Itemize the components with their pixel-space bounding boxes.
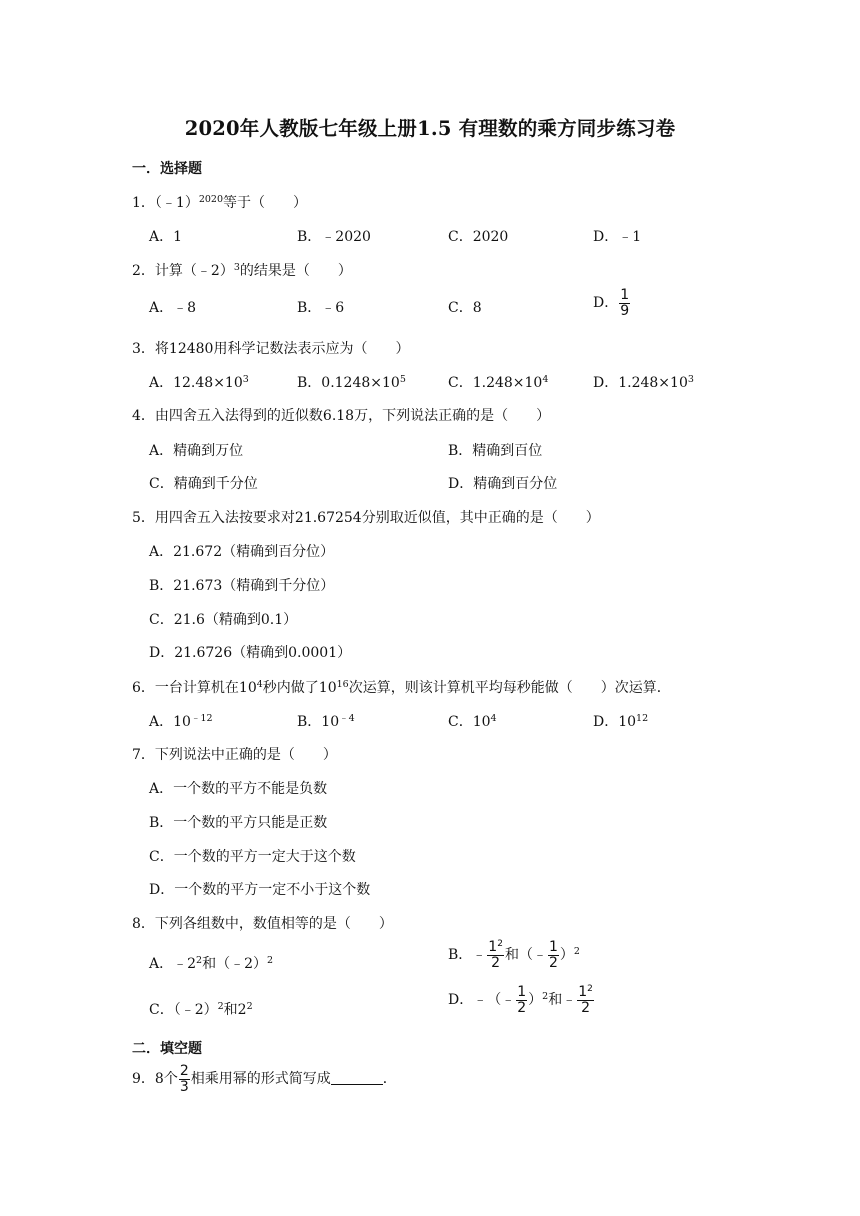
q5-option-c: C．21.6（精确到0.1）	[149, 612, 298, 628]
q2-option-b: B．﹣6	[297, 300, 345, 316]
q7-option-c: C．一个数的平方一定大于这个数	[149, 849, 356, 865]
q4-option-b: B．精确到百位	[448, 443, 543, 459]
q5-option-a: A．21.672（精确到百分位）	[149, 544, 335, 560]
q1-option-d: D．﹣1	[593, 229, 642, 245]
q2-option-c: C．8	[448, 300, 482, 316]
fraction: $\frac{1^2}{2}$	[488, 939, 503, 971]
q2-option-d: D． $\frac{1}{9}$	[593, 287, 630, 319]
fraction: $\frac{1}{9}$	[620, 287, 630, 319]
q3-option-c: C．$1.248\times 10^4$	[448, 374, 549, 391]
q6-option-d: D．$10^{12}$	[593, 713, 649, 730]
q3-option-d: D．$1.248\times 10^3$	[593, 374, 694, 391]
question-6: 6．一台计算机在$10^4$秒内做了$10^{16}$次运算，则该计算机平均每秒能做（ ）次运算．	[132, 679, 671, 696]
question-8: 8．下列各组数中，数值相等的是（ ）	[132, 916, 393, 932]
section-heading-fill: 二．填空题	[132, 1041, 202, 1057]
q8-option-b: B．﹣ $\frac{1^2}{2}$ 和（﹣ $\frac{1}{2}$ ）$^2$	[448, 939, 580, 971]
fraction: $\frac{1^2}{2}$	[578, 984, 593, 1016]
q1-option-b: B．﹣2020	[297, 229, 371, 245]
fraction: $\frac{1}{2}$	[548, 939, 558, 971]
q2-option-a: A．﹣8	[149, 300, 197, 316]
q4-option-d: D．精确到百分位	[448, 476, 558, 492]
q8-option-d: D．﹣（﹣ $\frac{1}{2}$ ）$^2$和﹣ $\frac{1^2}{2}$	[448, 984, 593, 1016]
q6-option-c: C．$10^4$	[448, 713, 497, 730]
question-5: 5．用四舍五入法按要求对21.67254分别取近似值，其中正确的是（ ）	[132, 510, 600, 526]
q5-option-d: D．21.6726（精确到0.0001）	[149, 645, 352, 661]
q1-option-a: A．1	[149, 229, 183, 245]
page-title: 2020年人教版七年级上册1.5 有理数的乘方同步练习卷	[184, 117, 676, 140]
question-7: 7．下列说法中正确的是（ ）	[132, 747, 337, 763]
question-9: 9．8个 $\frac{2}{3}$ 相乘用幂的形式简写成 ．	[132, 1063, 397, 1095]
section-heading-choice: 一．选择题	[132, 161, 202, 177]
q6-option-a: A．$10^{﹣12}$	[149, 713, 213, 730]
answer-blank[interactable]	[331, 1072, 383, 1085]
question-1: 1．（﹣1）$^{2020}$等于（ ）	[132, 194, 308, 211]
question-4: 4．由四舍五入法得到的近似数6.18万，下列说法正确的是（ ）	[132, 408, 551, 424]
q4-option-a: A．精确到万位	[149, 443, 244, 459]
q3-option-b: B．$0.1248\times 10^5$	[297, 374, 406, 391]
q1-option-c: C．2020	[448, 229, 509, 245]
q7-option-a: A．一个数的平方不能是负数	[149, 781, 328, 797]
q8-option-a: A．$﹣2^2$和（﹣2）$^2$	[149, 955, 274, 972]
q7-option-d: D．一个数的平方一定不小于这个数	[149, 882, 371, 898]
q4-option-c: C．精确到千分位	[149, 476, 258, 492]
question-3: 3．将12480用科学记数法表示应为（ ）	[132, 341, 410, 357]
fraction: $\frac{1}{2}$	[517, 984, 527, 1016]
q7-option-b: B．一个数的平方只能是正数	[149, 815, 328, 831]
q8-option-c: C．（﹣2）$^2$和$2^2$	[149, 1001, 253, 1018]
q5-option-b: B．21.673（精确到千分位）	[149, 578, 335, 594]
fraction: $\frac{2}{3}$	[179, 1063, 189, 1095]
q3-option-a: A．$12.48\times 10^3$	[149, 374, 249, 391]
question-2: 2．计算（﹣2）$^3$的结果是（ ）	[132, 262, 352, 279]
q6-option-b: B．$10^{﹣4}$	[297, 713, 355, 730]
